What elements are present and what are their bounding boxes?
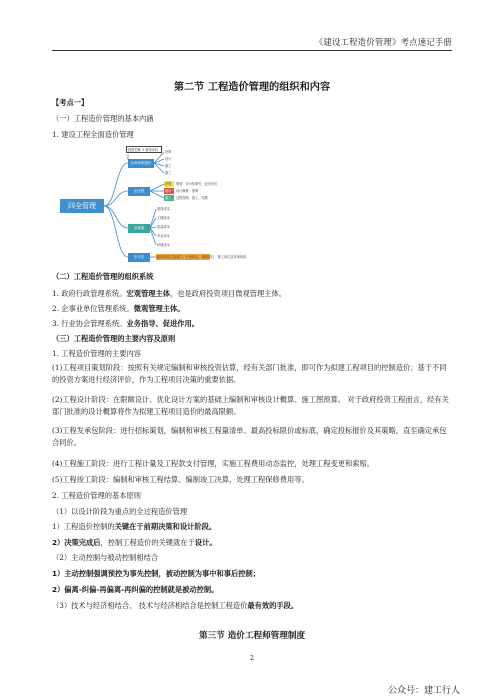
- line-association-system: 3. 行业协会管理系统。业务指导、促进作用。: [52, 319, 199, 328]
- mind-map-root: 四全管理: [60, 199, 104, 213]
- mm-l1-tag-2: 设计: [165, 157, 172, 161]
- mind-map-branch-4: 全方位: [128, 253, 150, 262]
- section-title: 第二节 工程造价管理的组织和内容: [173, 81, 331, 93]
- line-principle-1b: 2）决策完成后，控制工程造价的关键就在于设计。: [52, 538, 217, 547]
- line-enterprise-system: 2. 企事业单位管理系统。微观管理主体。: [52, 304, 185, 313]
- line-gov-system: 1. 政府行政管理系统。宏观管理主体，也是政府投资项目微观管理主体。: [52, 289, 287, 298]
- mm-l1-tag-1: 决策: [165, 150, 172, 154]
- line-main-content-sub: 1. 工程造价管理的主要内容: [52, 349, 141, 358]
- mind-map-branch-2: 全过程: [128, 187, 150, 196]
- running-header: 《建设工程造价管理》考点速记手册: [314, 37, 452, 47]
- mind-map-branch-1: 全寿命期造价: [128, 159, 154, 168]
- mm-l4-box: 政府建设主管部门、行业协会、建设单位、施工单位及咨询机构: [157, 255, 247, 259]
- para-completion-stage: (5)工程竣工阶段：编制和审核工程结算、编制竣工决算，处理工程保修费用等。: [52, 475, 309, 484]
- mm-l2-note-1: 策划、可行性研究、经济评价: [176, 182, 218, 186]
- kaodian-label: 【考点一】: [52, 98, 89, 107]
- mm-l3-tag-4: 安全成本: [157, 234, 170, 238]
- para-design-stage: (2)工程设计阶段：在限额设计、优化设计方案的基础上编制和审核设计概算、施工图预算。 对于政府投资工程而言，经有关部门批准的设计概算将作为拟建工程项目造价的最高限额。: [52, 395, 449, 416]
- mm-l2-tag-1: 决策: [164, 181, 174, 187]
- mm-l3-tag-1: 建造成本: [157, 207, 170, 211]
- para-bidding-stage: (3)工程发承包阶段：进行招标策划，编制和审核工程量清单、最高投标限价或标底，确定投标报价及其策略，直至确定承包合同价。: [52, 426, 447, 447]
- mind-map-branch-3: 全要素: [128, 224, 150, 233]
- para-planning-stage: (1)工程项目策划阶段：按照有关规定编制和审核投资估算，经有关部门批准，即可作为拟建工程项目的控制造价；基于不同的投资方案进行经济评价，作为工程项目决策的重要依据。: [52, 363, 447, 384]
- mm-l3-tag-3: 质量成本: [157, 225, 170, 229]
- line-full-cost-management: 1. 建设工程全面造价管理: [52, 130, 134, 139]
- mind-map-top-box: 投资估算 + 财务评价: [126, 146, 162, 153]
- mm-l1-tag-4: 竣工: [165, 171, 172, 175]
- mm-l3-tag-2: 工期成本: [157, 216, 170, 220]
- heading-main-content: （三）工程造价管理的主要内容及原则: [52, 334, 176, 343]
- line-basic-connotation: （一）工程造价管理的基本内涵: [52, 114, 154, 123]
- mm-l1-tag-3: 施工: [165, 164, 172, 168]
- line-principle-2a: 1）主动控制强调预控为事先控制，被动控制为事中和事后控制；: [52, 569, 261, 578]
- para-construction-stage: (4)工程施工阶段：进行工程计量及工程款支付管理，实施工程费用动态监控，处理工程变更和索赔。: [52, 459, 375, 468]
- mm-l2-tag-3: 施工: [164, 195, 174, 201]
- next-section-title: 第三节 造价工程师管理制度: [198, 631, 306, 641]
- mm-l2-note-2: 设计概算、预算: [176, 189, 199, 193]
- mm-l2-tag-2: 设计: [164, 188, 174, 194]
- mind-map-figure: [58, 142, 248, 264]
- header-rule: [52, 50, 452, 51]
- line-principle-2: （2）主动控制与被动控制相结合: [52, 553, 159, 562]
- line-principle-3: （3）技术与经济相结合。 技术与经济相结合是控制工程造价最有效的手段。: [52, 601, 299, 610]
- page-number: 2: [249, 654, 255, 662]
- watermark-text: 公众号：建工行人: [388, 686, 461, 696]
- mm-l2-note-3: 过程控制、施工、结算: [176, 196, 208, 200]
- line-basic-principles: 2. 工程造价管理的基本原则: [52, 491, 141, 500]
- heading-org-system: （二）工程造价管理的组织系统: [52, 272, 154, 281]
- line-principle-1a: 1）工程造价控制的关键在于前期决策和设计阶段。: [52, 522, 217, 531]
- line-principle-2b: 2）偏离-纠偏-再偏离-再纠偏的控制就是被动控制。: [52, 585, 219, 594]
- mm-l3-tag-5: 环境成本: [157, 243, 170, 247]
- line-principle-1: （1）以设计阶段为重点的全过程造价管理: [52, 507, 188, 516]
